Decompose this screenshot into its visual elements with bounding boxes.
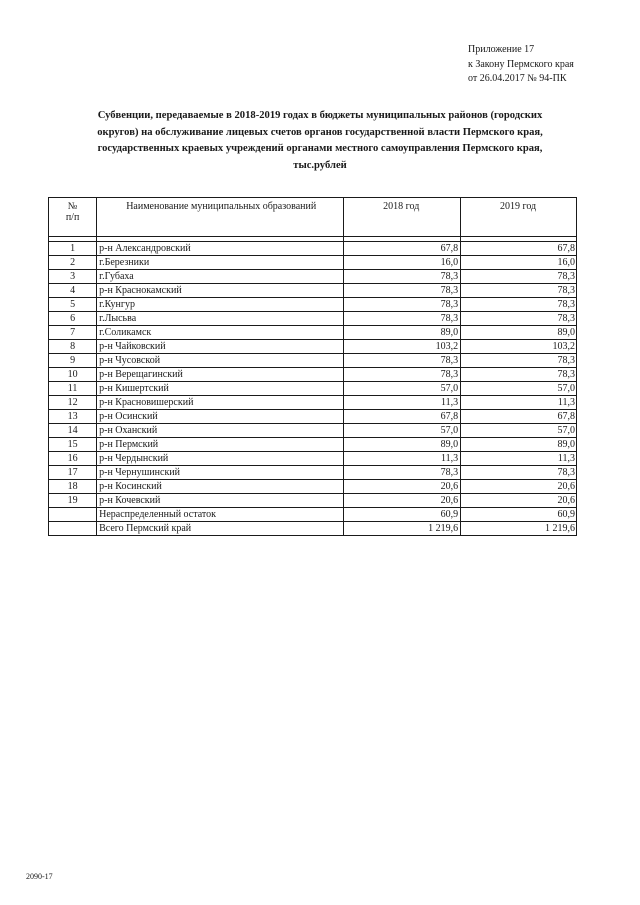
row-name-cell: р-н Александровский [97,242,344,256]
row-number-cell: 7 [49,326,97,340]
row-2019-cell: 11,3 [461,452,577,466]
table-row [49,438,577,452]
row-2018-cell: 16,0 [344,256,461,270]
row-2019-cell: 78,3 [461,270,577,284]
row-name-cell: г.Березники [97,256,344,270]
row-name-cell: р-н Чернушинский [97,466,344,480]
row-number-cell: 6 [49,312,97,326]
row-2018-cell: 103,2 [344,340,461,354]
row-2018-cell: 67,8 [344,242,461,256]
table-row [49,452,577,466]
document-title [50,108,590,174]
row-2019-cell: 16,0 [461,256,577,270]
table-row [49,494,577,508]
row-name-cell: р-н Кочевский [97,494,344,508]
table-row [49,508,577,522]
table-row [49,410,577,424]
row-number-cell: 10 [49,368,97,382]
row-2019-cell: 57,0 [461,382,577,396]
row-2018-cell: 78,3 [344,312,461,326]
row-2018-cell: 67,8 [344,410,461,424]
table-header-row [49,198,577,237]
row-2019-cell: 57,0 [461,424,577,438]
table-row [49,522,577,536]
row-2018-cell: 60,9 [344,508,461,522]
row-name-cell: р-н Чусовской [97,354,344,368]
row-2019-cell: 78,3 [461,354,577,368]
row-number-cell: 18 [49,480,97,494]
row-2019-cell: 67,8 [461,410,577,424]
row-number-cell: 8 [49,340,97,354]
table-row [49,354,577,368]
row-2018-cell: 57,0 [344,424,461,438]
row-number-cell: 16 [49,452,97,466]
row-2019-cell: 78,3 [461,298,577,312]
row-name-cell: р-н Чердынский [97,452,344,466]
table-row [49,340,577,354]
table-row [49,396,577,410]
row-name-cell: р-н Кишертский [97,382,344,396]
row-2019-cell: 103,2 [461,340,577,354]
row-2018-cell: 20,6 [344,480,461,494]
table-body [49,237,577,536]
row-number-cell: 19 [49,494,97,508]
row-number-cell: 11 [49,382,97,396]
row-2019-cell: 78,3 [461,466,577,480]
table-row [49,242,577,256]
table-row [49,480,577,494]
row-2018-cell: 1 219,6 [344,522,461,536]
row-number-cell: 5 [49,298,97,312]
row-2019-cell: 89,0 [461,326,577,340]
row-name-cell: р-н Осинский [97,410,344,424]
row-number-cell: 17 [49,466,97,480]
table-row [49,382,577,396]
row-name-cell: р-н Краснокамский [97,284,344,298]
row-2019-cell: 60,9 [461,508,577,522]
row-name-cell: р-н Чайковский [97,340,344,354]
row-number-cell: 3 [49,270,97,284]
row-2018-cell: 20,6 [344,494,461,508]
row-2019-cell: 89,0 [461,438,577,452]
row-2019-cell: 20,6 [461,480,577,494]
table-row [49,326,577,340]
row-2018-cell: 78,3 [344,298,461,312]
appendix-note [468,43,574,87]
header-2018: 2018 год [344,198,461,237]
table-row [49,424,577,438]
appendix-note-line-1: Приложение 17 [468,44,535,55]
row-name-cell: г.Лысьва [97,312,344,326]
row-name-cell: р-н Косинский [97,480,344,494]
row-name-cell: р-н Верещагинский [97,368,344,382]
table-row [49,270,577,284]
row-2018-cell: 78,3 [344,284,461,298]
title-line-3: государственных краевых учреждений органами местного самоуправления Пермского края, [97,143,543,154]
title-line-1: Субвенции, передаваемые в 2018-2019 годах в бюджеты муниципальных районов (городских [97,110,543,121]
table-row [49,298,577,312]
table-row [49,466,577,480]
row-number-cell: 4 [49,284,97,298]
row-name-cell: г.Губаха [97,270,344,284]
row-2018-cell: 78,3 [344,368,461,382]
row-2018-cell: 11,3 [344,396,461,410]
row-2018-cell: 89,0 [344,438,461,452]
table-row [49,284,577,298]
row-number-cell: 2 [49,256,97,270]
title-line-4: тыс.рублей [293,159,347,171]
document-footer-code: 2090-17 [26,872,53,881]
row-name-cell: г.Кунгур [97,298,344,312]
header-number-line-1: № [67,201,78,212]
header-number [49,198,97,237]
row-number-cell: 14 [49,424,97,438]
row-name-cell: Всего Пермский край [97,522,344,536]
row-number-cell [49,522,97,536]
header-2019: 2019 год [461,198,577,237]
row-2018-cell: 57,0 [344,382,461,396]
row-name-cell: г.Соликамск [97,326,344,340]
row-name-cell: р-н Оханский [97,424,344,438]
row-2019-cell: 1 219,6 [461,522,577,536]
row-2019-cell: 78,3 [461,284,577,298]
row-2019-cell: 11,3 [461,396,577,410]
appendix-note-line-3: от 26.04.2017 № 94-ПК [468,73,567,84]
row-2019-cell: 78,3 [461,312,577,326]
row-name-cell: р-н Красновишерский [97,396,344,410]
row-2018-cell: 78,3 [344,354,461,368]
table-row [49,256,577,270]
appendix-note-line-2: к Закону Пермского края [468,58,574,70]
title-line-2: округов) на обслуживание лицевых счетов органов государственной власти Пермского края, [97,126,543,138]
header-number-line-2: п/п [65,212,80,223]
table-row [49,312,577,326]
row-number-cell: 1 [49,242,97,256]
row-2018-cell: 78,3 [344,466,461,480]
subsidy-table [48,197,577,536]
header-name: Наименование муниципальных образований [97,198,344,237]
row-name-cell: Нераспределенный остаток [97,508,344,522]
row-2018-cell: 11,3 [344,452,461,466]
row-2018-cell: 78,3 [344,270,461,284]
row-2018-cell: 89,0 [344,326,461,340]
row-number-cell: 15 [49,438,97,452]
row-2019-cell: 20,6 [461,494,577,508]
row-2019-cell: 67,8 [461,242,577,256]
row-number-cell: 9 [49,354,97,368]
row-number-cell: 12 [49,396,97,410]
row-number-cell [49,508,97,522]
row-2019-cell: 78,3 [461,368,577,382]
row-number-cell: 13 [49,410,97,424]
table-row [49,368,577,382]
row-name-cell: р-н Пермский [97,438,344,452]
